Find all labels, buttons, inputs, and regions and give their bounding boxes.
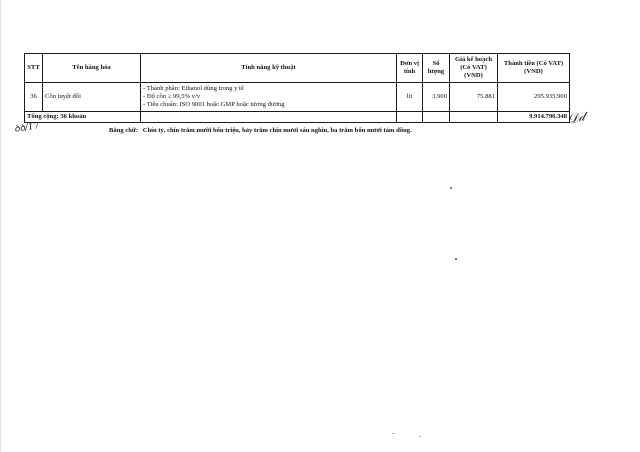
cell-stt: 36	[25, 83, 43, 112]
cell-name: Cồn tuyệt đối	[43, 83, 141, 112]
total-empty-cell	[141, 112, 397, 123]
cell-qty: 3.900	[423, 83, 450, 112]
header-unit: Đơn vị tính	[397, 54, 423, 83]
total-value: 9.914.796.348	[498, 112, 570, 123]
initials-signature-left: ꝺꝺ/17	[13, 121, 41, 135]
total-empty-cell	[450, 112, 498, 123]
total-row	[25, 112, 570, 123]
table-header-row	[25, 54, 570, 83]
header-stt: STT	[25, 54, 43, 83]
table-row	[25, 83, 570, 112]
spec-line: - Tiêu chuẩn: ISO 9001 hoặc GMP hoặc tương đương	[143, 101, 285, 109]
total-empty-cell	[397, 112, 423, 123]
total-empty-cell	[423, 112, 450, 123]
header-spec: Tính năng kỹ thuật	[141, 54, 397, 83]
scan-speck	[392, 433, 395, 434]
cell-spec	[141, 83, 397, 112]
initials-signature-right: 𝒟𝒹	[566, 109, 587, 128]
amount-in-words-label: Bằng chữ:	[109, 127, 139, 134]
amount-in-words-text: Chín tỷ, chín trăm mười bốn triệu, bảy trăm chín mươi sáu nghìn, ba trăm bốn mươi tám đồng.	[142, 127, 412, 134]
cell-unit: lít	[397, 83, 423, 112]
cell-price: 75.881	[450, 83, 498, 112]
goods-table	[24, 53, 570, 123]
scan-speck	[419, 436, 421, 437]
header-amount: Thành tiền (Có VAT) (VND)	[498, 54, 570, 83]
total-label: Tổng cộng: 36 khoản	[25, 112, 141, 123]
header-qty: Số lượng	[423, 54, 450, 83]
header-price: Giá kế hoạch (Có VAT) (VND)	[450, 54, 498, 83]
scan-speck	[455, 258, 457, 260]
spec-line: - Độ cồn ≥ 99,5% v/v	[143, 92, 201, 100]
scan-speck	[450, 187, 452, 189]
amount-in-words	[109, 127, 412, 134]
header-name: Tên hàng hóa	[43, 54, 141, 83]
spec-line: - Thành phần: Ethanol dùng trong y tế	[143, 84, 244, 92]
cell-amount: 295.935.900	[498, 83, 570, 112]
